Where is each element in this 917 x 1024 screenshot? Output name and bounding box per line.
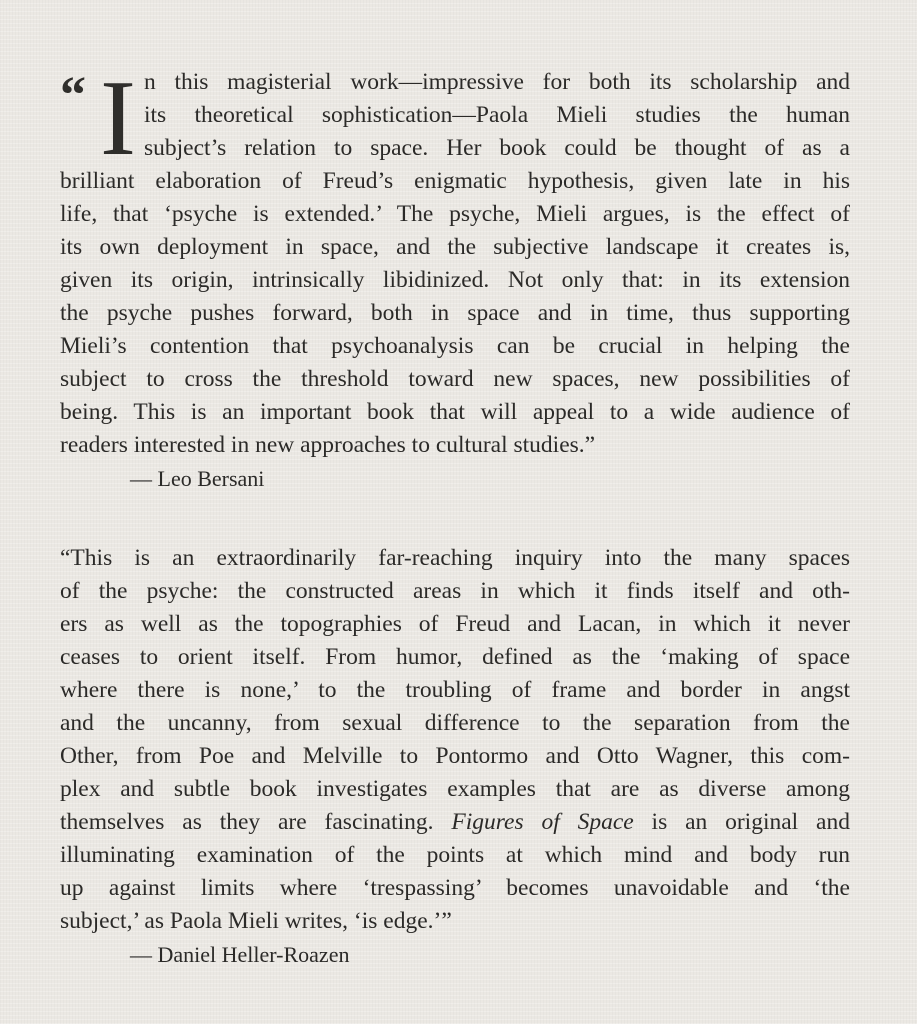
attribution-daniel-heller-roazen: — Daniel Heller-Roazen <box>130 942 350 967</box>
text-line: being. This is an important book that will appeal to a wide audience of <box>60 399 850 425</box>
opening-quote-mark: “ <box>60 67 86 124</box>
text-line: up against limits where ‘trespassing’ becomes unavoidable and ‘the <box>60 875 850 901</box>
text-line: subject to cross the threshold toward new spaces, new possibilities of <box>60 366 850 392</box>
drop-cap-letter: I <box>100 59 136 178</box>
text-line: and the uncanny, from sexual difference to the separation from the <box>60 710 850 736</box>
text-line: its theoretical sophistication—Paola Mieli studies the human <box>144 102 850 128</box>
text-line: given its origin, intrinsically libidinized. Not only that: in its extension <box>60 267 850 293</box>
text-line: subject,’ as Paola Mieli writes, ‘is edge.’” <box>60 908 452 934</box>
text-line: the psyche pushes forward, both in space and in time, thus supporting <box>60 300 850 326</box>
text-line: life, that ‘psyche is extended.’ The psyche, Mieli argues, is the effect of <box>60 201 850 227</box>
text-line: plex and subtle book investigates examples that are as diverse among <box>60 776 850 802</box>
text-line-with-title <box>60 806 850 839</box>
book-blurb-page <box>60 59 850 967</box>
text-line: Other, from Poe and Melville to Pontormo and Otto Wagner, this com- <box>60 743 850 769</box>
text-segment: is an original and <box>633 809 850 835</box>
text-line: of the psyche: the constructed areas in which it finds itself and oth- <box>60 578 850 604</box>
text-line: subject’s relation to space. Her book could be thought of as a <box>144 135 850 161</box>
blurb-leo-bersani <box>60 59 850 496</box>
blurb-daniel-heller-roazen <box>60 542 850 972</box>
text-line: ceases to orient itself. From humor, defined as the ‘making of space <box>60 644 850 670</box>
text-line: Mieli’s contention that psychoanalysis can be crucial in helping the <box>60 333 850 359</box>
attribution-leo-bersani: — Leo Bersani <box>130 466 265 491</box>
text-line: “This is an extraordinarily far-reaching inquiry into the many spaces <box>60 545 850 571</box>
text-line: readers interested in new approaches to cultural studies.” <box>60 432 596 458</box>
text-line: illuminating examination of the points at which mind and body run <box>60 842 850 868</box>
text-segment: themselves as they are fascinating. <box>60 809 452 835</box>
text-line: where there is none,’ to the troubling of frame and border in angst <box>60 677 850 703</box>
book-title: Figures of Space <box>451 809 634 835</box>
text-line: brilliant elaboration of Freud’s enigmatic hypothesis, given late in his <box>60 168 850 194</box>
text-line: n this magisterial work—impressive for both its scholarship and <box>144 69 850 95</box>
text-line: ers as well as the topographies of Freud and Lacan, in which it never <box>60 611 850 637</box>
text-line: its own deployment in space, and the subjective landscape it creates is, <box>60 234 850 260</box>
